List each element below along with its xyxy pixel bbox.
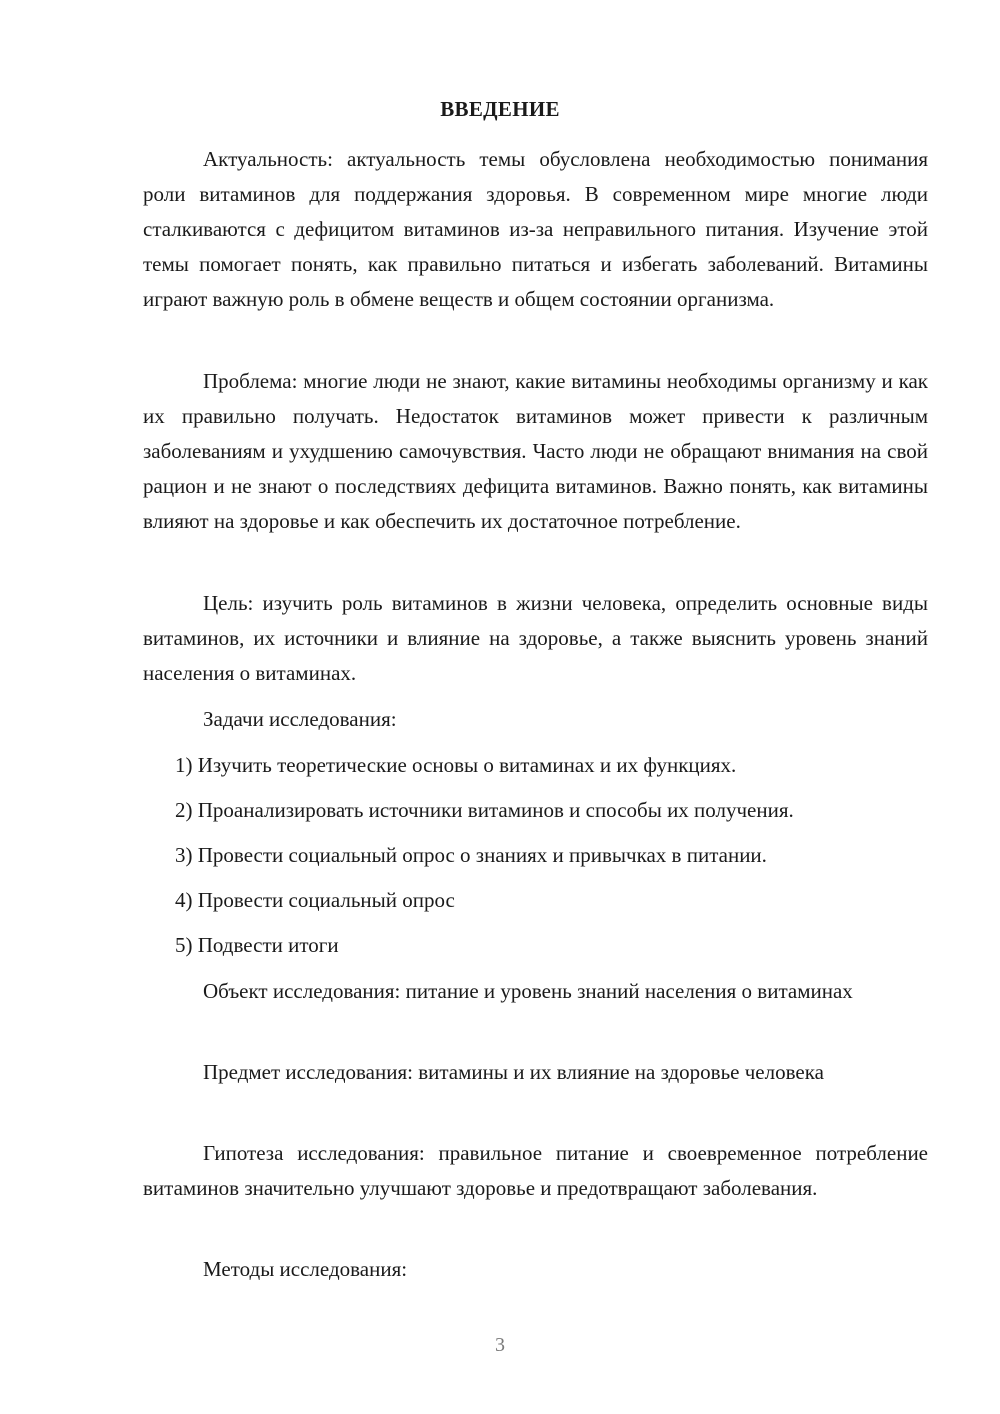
tasks-heading: Задачи исследования: — [203, 707, 397, 731]
goal-paragraph: Цель: изучить роль витаминов в жизни человека, определить основные виды витаминов, их источники и влияние на здоровье, а также выяснить уровень знаний населения о витаминах. — [143, 591, 928, 685]
methods-heading: Методы исследования: — [203, 1257, 408, 1281]
task-item: 3) Провести социальный опрос о знаниях и привычках в питании. — [175, 843, 767, 867]
page-number: 3 — [495, 1334, 505, 1356]
task-item: 2) Проанализировать источники витаминов и способы их получения. — [175, 798, 794, 822]
subject-paragraph: Предмет исследования: витамины и их влияние на здоровье человека — [203, 1060, 824, 1084]
hypothesis-paragraph: Гипотеза исследования: правильное питание и своевременное потребление витаминов значительно улучшают здоровье и предотвращают заболевания. — [143, 1141, 928, 1200]
task-item: 1) Изучить теоретические основы о витаминах и их функциях. — [175, 753, 737, 777]
section-title: ВВЕДЕНИЕ — [440, 97, 560, 121]
problem-paragraph: Проблема: многие люди не знают, какие витамины необходимы организму и как их правильно получать. Недостаток витаминов может привести к различным заболеваниям и ухудшению самочувствия. Часто люди не обращают внимания на свой рацион и не знают о последствиях дефицита витаминов. Важно понять, как витамины влияют на здоровье и как обеспечить их достаточное потребление. — [143, 369, 928, 533]
task-item: 4) Провести социальный опрос — [175, 888, 455, 912]
relevance-paragraph: Актуальность: актуальность темы обусловлена необходимостью понимания роли витаминов для поддержания здоровья. В современном мире многие люди сталкиваются с дефицитом витаминов из-за неправильного питания. Изучение этой темы помогает понять, как правильно питаться и избегать заболеваний. Витамины играют важную роль в обмене веществ и общем состоянии организма. — [143, 147, 928, 311]
object-paragraph: Объект исследования: питание и уровень знаний населения о витаминах — [203, 979, 853, 1003]
task-item: 5) Подвести итоги — [175, 933, 339, 957]
